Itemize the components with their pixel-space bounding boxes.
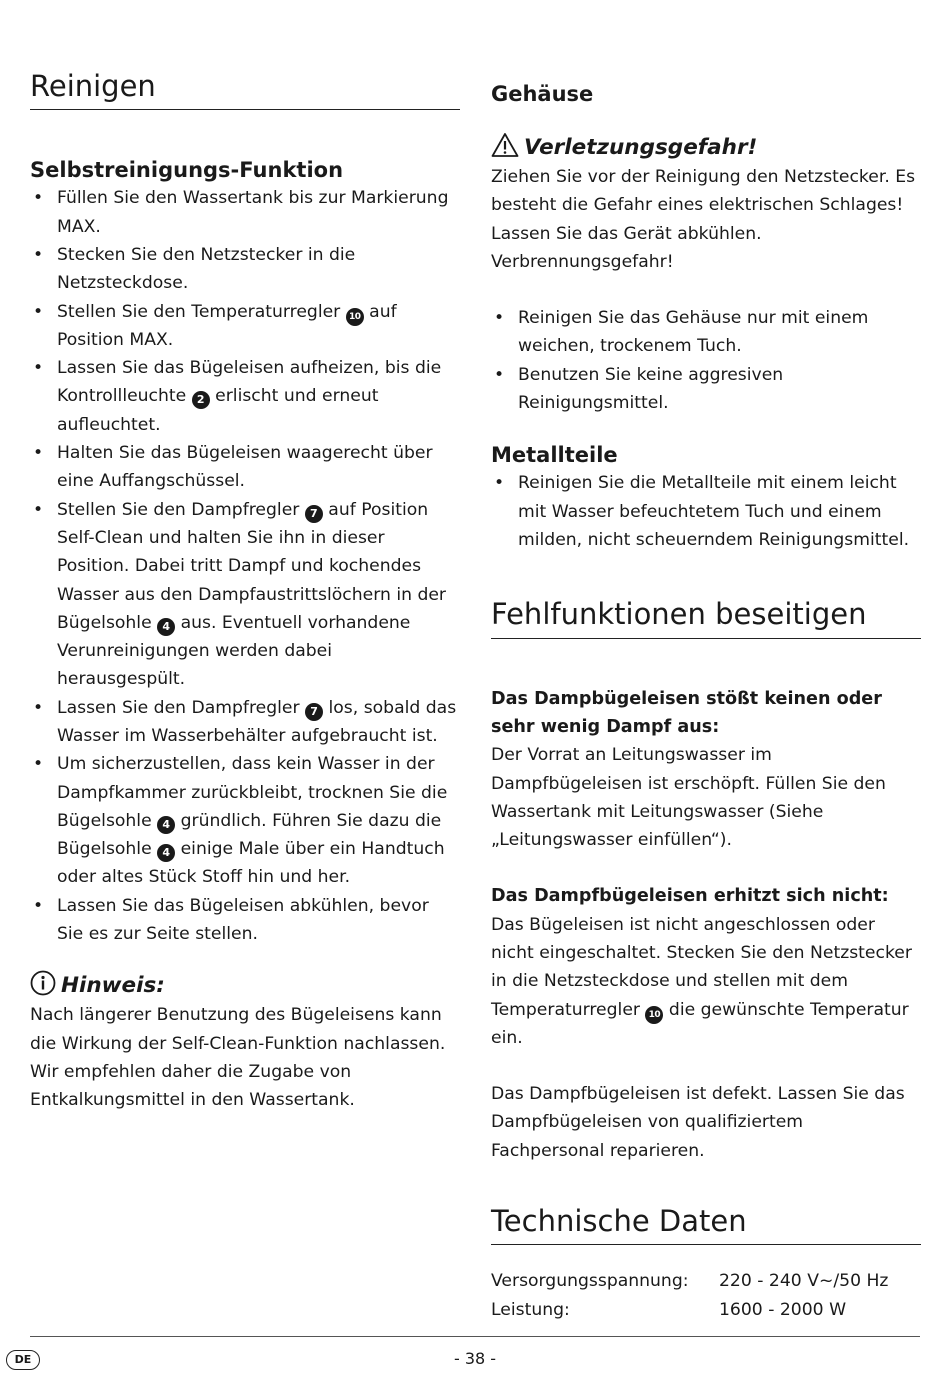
language-badge: DE [6, 1350, 40, 1370]
problem-answer-3: Das Dampfbügeleisen ist defekt. Lassen Sie das Dampfbügeleisen von qualifiziertem Fachpersonal reparieren. [491, 1084, 905, 1161]
problem-answer-1: Der Vorrat an Leitungswasser im Dampfbügeleisen ist erschöpft. Füllen Sie den Wassertank mit Leitungswasser (Siehe „Leitungswasser einfüllen“). [491, 745, 886, 851]
part-number-badge: 7 [305, 703, 323, 721]
list-item: • Reinigen Sie das Gehäuse nur mit einem weichen, trockenem Tuch. [491, 304, 921, 361]
housing-list [491, 304, 921, 417]
part-number-badge: 7 [305, 505, 323, 523]
part-number-badge: 2 [192, 391, 210, 409]
metal-list [491, 469, 921, 554]
list-item: • Halten Sie das Bügeleisen waagerecht über eine Auffangschüssel. [30, 439, 460, 496]
part-number-badge: 10 [346, 308, 364, 326]
footer-divider [30, 1336, 920, 1337]
table-row [491, 1296, 888, 1324]
left-column [30, 70, 460, 1115]
list-item: • Lassen Sie das Bügeleisen aufheizen, bis die Kontrollleuchte 2 erlischt und erneut aufleuchtet. [30, 354, 460, 439]
note-heading: Hinweis: [30, 970, 460, 1001]
list-item: • Lassen Sie das Bügeleisen abkühlen, bevor Sie es zur Seite stellen. [30, 892, 460, 949]
info-icon [30, 970, 56, 996]
warning-triangle-icon [491, 132, 519, 158]
part-number-badge: 4 [157, 618, 175, 636]
table-row [491, 1267, 888, 1295]
list-item: • Lassen Sie den Dampfregler 7 los, sobald das Wasser im Wasserbehälter aufgebraucht ist. [30, 694, 460, 751]
warning-text: Ziehen Sie vor der Reinigung den Netzstecker. Es besteht die Gefahr eines elektrischen Schlages! Lassen Sie das Gerät abkühlen. Verbrennungsgefahr! [491, 167, 916, 272]
page-number: - 38 - [453, 1349, 497, 1368]
self-clean-list [30, 184, 460, 948]
note-text: Nach längerer Benutzung des Bügeleisens kann die Wirkung der Self-Clean-Funktion nachlassen. Wir empfehlen daher die Zugabe von Entkalkungsmittel in den Wassertank. [30, 1005, 446, 1111]
problem-heading-2: Das Dampfbügeleisen erhitzt sich nicht: [491, 886, 889, 907]
right-column [491, 70, 921, 1324]
part-number-badge: 4 [157, 844, 175, 862]
warning-heading: Verletzungsgefahr! [491, 132, 921, 163]
part-number-badge: 4 [157, 816, 175, 834]
list-item: • Benutzen Sie keine aggresiven Reinigungsmittel. [491, 361, 921, 418]
section-title-specs: Technische Daten [491, 1205, 921, 1245]
list-item: • Stecken Sie den Netzstecker in die Netzsteckdose. [30, 241, 460, 298]
spec-value: 220 - 240 V~/50 Hz [719, 1271, 889, 1292]
section-title-troubleshooting: Fehlfunktionen beseitigen [491, 598, 921, 638]
spec-label: Leistung: [491, 1299, 570, 1320]
spec-label: Versorgungsspannung: [491, 1271, 689, 1292]
subheading-housing: Gehäuse [491, 82, 594, 106]
part-number-badge: 10 [645, 1006, 663, 1024]
spec-value: 1600 - 2000 W [719, 1299, 847, 1320]
list-item: • Füllen Sie den Wassertank bis zur Markierung MAX. [30, 184, 460, 241]
list-item: • Um sicherzustellen, dass kein Wasser in der Dampfkammer zurückbleibt, trocknen Sie die Bügelsohle 4 gründlich. Führen Sie dazu die Bügelsohle 4 einige Male über ein Handtuch oder altes Stück Stoff hin und her. [30, 750, 460, 891]
subheading-metal: Metallteile [491, 443, 618, 468]
list-item: • Stellen Sie den Temperaturregler 10 auf Position MAX. [30, 298, 460, 355]
list-item: • Reinigen Sie die Metallteile mit einem leicht mit Wasser befeuchtetem Tuch und einem milden, nicht scheuerndem Reinigungsmittel. [491, 469, 921, 554]
list-item: • Stellen Sie den Dampfregler 7 auf Position Self-Clean und halten Sie ihn in dieser Position. Dabei tritt Dampf und kochendes Wasser aus den Dampfaustrittslöchern in der Bügelsohle 4 aus. Eventuell vorhandene Verunreinigungen werden dabei herausgespült. [30, 496, 460, 694]
problem-heading-1: Das Dampbügeleisen stößt keinen oder sehr wenig Dampf aus: [491, 688, 882, 737]
subheading-self-clean: Selbstreinigungs-Funktion [30, 158, 344, 183]
specs-table [491, 1267, 888, 1324]
problem-answer-2: Das Bügeleisen ist nicht angeschlossen oder nicht eingeschaltet. Stecken Sie den Netzstecker in die Netzsteckdose und stellen mit dem Temperaturregler 10 die gewünschte Temperatur ein. [491, 914, 912, 1048]
section-title-reinigen: Reinigen [30, 70, 460, 110]
